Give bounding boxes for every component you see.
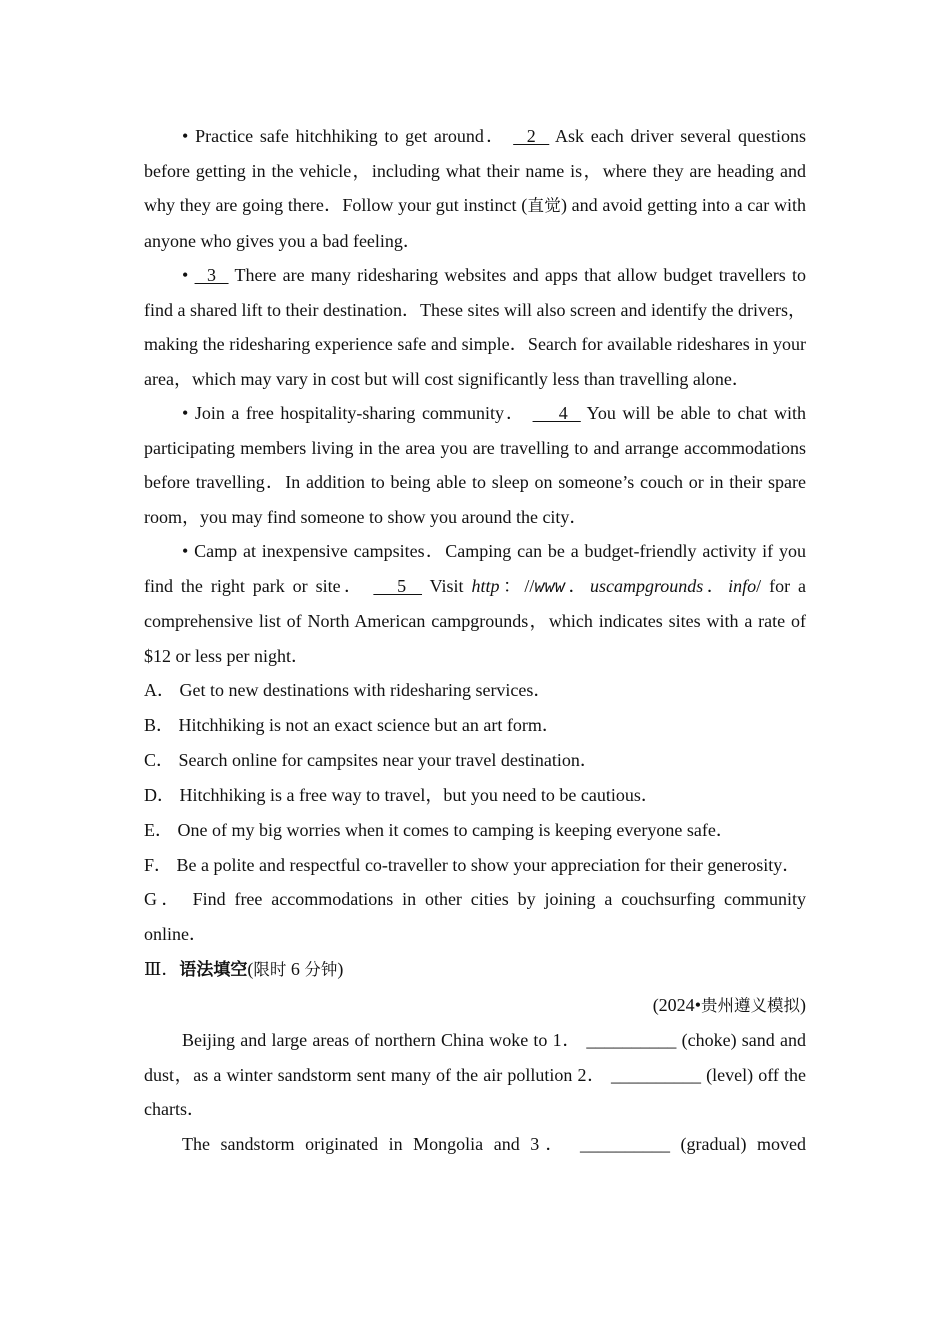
blank-4[interactable]: 4 [532, 403, 581, 423]
paragraph-camping: • Camp at inexpensive campsites．Camping can be a budget-friendly activity if you find the right park or site． 5 Visit http：//www．uscampgrounds．info/ for a comprehensive list of North American campgrounds，which indicates sites with a rate of $12 or less per night． [144, 541, 807, 666]
option-c: C． Search online for campsites near your travel destination． [144, 749, 598, 770]
section-heading: Ⅲ．语法填空(限时 6 分钟) [144, 959, 344, 981]
option-b: B． Hitchhiking is not an exact science but an art form． [144, 714, 560, 735]
blank-g3[interactable]: __________ [579, 1133, 670, 1154]
bullet: • [182, 403, 189, 423]
bullet: • [182, 126, 189, 146]
grammar-paragraph-2: The sandstorm originated in Mongolia and 3． __________ (gradual) moved [182, 1133, 807, 1154]
paragraph-ridesharing: • 3 There are many ridesharing websites and apps that allow budget travellers to find a shared lift to their destination．These sites will also screen and identify the drivers，making the ridesharing experience safe and simple．Search for available rideshares in your area，which may vary in cost but will cost significantly less than travelling alone． [144, 265, 806, 389]
document-page [144, 119, 806, 1161]
blank-g1[interactable]: __________ [586, 1030, 677, 1051]
options-list [144, 673, 806, 952]
bullet: • [182, 541, 189, 561]
option-e: E． One of my big worries when it comes to camping is keeping everyone safe． [144, 819, 734, 840]
blank-3[interactable]: 3 [194, 265, 229, 285]
blank-g2[interactable]: __________ [610, 1064, 701, 1085]
option-g: G． Find free accommodations in other cities by joining a couchsurfing community online． [144, 889, 807, 945]
blank-5[interactable]: 5 [373, 575, 423, 596]
source-citation: (2024•贵州遵义模拟) [652, 995, 806, 1016]
option-f: F． Be a polite and respectful co-traveller to show your appreciation for their generosity． [144, 854, 801, 875]
blank-2[interactable]: 2 [513, 126, 550, 146]
paragraph-hospitality: • Join a free hospitality-sharing community． 4 You will be able to chat with participating members living in the area you are travelling to and arrange accommodations before travelling．In addition to being able to sleep on someone’s couch or in their spare room，you may find someone to show you around the city． [144, 403, 807, 527]
option-d: D． Hitchhiking is a free way to travel，but you need to be cautious． [144, 784, 659, 805]
grammar-paragraph-1: Beijing and large areas of northern China woke to 1． __________ (choke) sand and dust，as a winter sandstorm sent many of the air pollution 2． __________ (level) off the charts． [144, 1030, 807, 1120]
url: http：//www．uscampgrounds．info/ [471, 575, 762, 597]
bullet: • [182, 265, 189, 285]
option-a: A． Get to new destinations with ridesharing services． [144, 680, 552, 700]
paragraph-hitchhiking: • Practice safe hitchhiking to get around． 2 Ask each driver several questions before getting in the vehicle，including what their name is，where they are heading and why they are going there．Follow your gut instinct (直觉) and avoid getting into a car with anyone who gives you a bad feeling． [144, 126, 807, 251]
